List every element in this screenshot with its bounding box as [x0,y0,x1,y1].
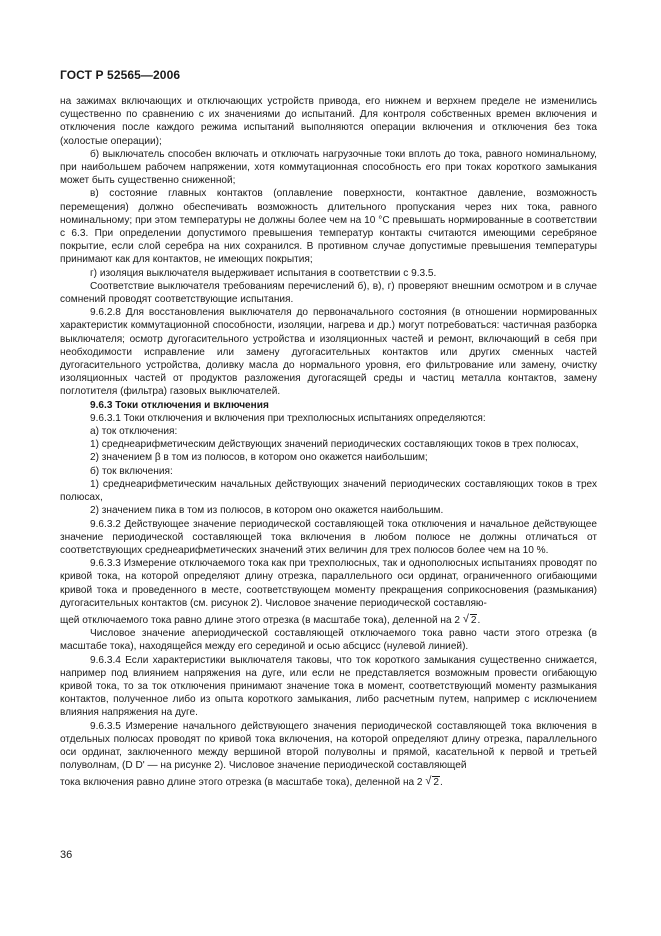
document-body [60,95,597,790]
paragraph: 1) среднеарифметическим действующих значений периодических составляющих токов в трех полюсах, [90,439,579,451]
paragraph-with-formula: тока включения равно длине этого отрезка (в масштабе тока), деленной на 2 √ 2. [60,775,443,789]
sqrt-radicand: 2 [433,777,439,789]
document-header: ГОСТ Р 52565—2006 [60,68,181,82]
paragraph: 9.6.3.3 Измерение отключаемого тока как при трехполюсных, так и однополюсных испытаниях проводят по кривой тока, на которой определяют длину отрезка, параллельного оси ординат, ограниченного огибающими кривой тока и проведенного в месте, соответствующем моменту прекращения соприкосновения (размыкания) дугогасительных контактов (см. рисунок 2). Числовое значение периодической составляю- [60,558,597,609]
sqrt-formula [463,614,478,627]
paragraph-text: щей отключаемого тока равно длине этого отрезка (в масштабе тока), деленной на 2 [60,614,461,626]
section-heading: 9.6.3 Токи отключения и включения [90,399,269,411]
sqrt-sign: √ [425,775,432,788]
paragraph: 9.6.3.5 Измерение начального действующего значения периодической составляющей тока включения в отдельных полюсах проводят по кривой тока включения, на которой определяют длину отрезка, параллельного оси ординат, заключенного между вершиной второй полуволны и прямой, касательной к первой и третьей полуволнам, (D D' — на рисунке 2). Числовое значение периодической составляющей [60,720,597,772]
sqrt-sign: √ [462,612,469,625]
paragraph: б) выключатель способен включать и отключать нагрузочные токи вплоть до тока, равного номинальному, при наибольшем рабочем напряжении, хотя коммутационная способность его при токах короткого замыкания может быть существенно сниженной; [60,148,597,187]
paragraph: Соответствие выключателя требованиям перечислений б), в), г) проверяют внешним осмотром и в случае сомнений проводят соответствующие испытания. [60,280,597,306]
page-number: 36 [60,849,73,861]
paragraph: г) изоляция выключателя выдерживает испытания в соответствии с 9.3.5. [90,267,437,279]
paragraph: 9.6.3.1 Токи отключения и включения при трехполюсных испытаниях определяются: [90,412,486,424]
paragraph: Числовое значение апериодической составляющей отключаемого тока равно части этого отрезка (в масштабе тока), находящейся между его серединой и осью абсцисс (нулевой линией). [60,628,597,653]
paragraph: в) состояние главных контактов (оплавление поверхности, контактное давление, возможность перемещения) должно обеспечивать возможность длительного пропускания через них тока, равного номинальному; при этом температуры не должны более чем на 10 °С превышать нормированные в соответствии с 6.3. При определении допустимого превышения температур контакты считаются имеющими серебряное покрытие, если слой серебра на них сохранился. В противном случае допустимые превышения температуры принимают как для контактов, не имеющих покрытия; [60,188,597,266]
sqrt-formula [425,776,440,789]
paragraph-text: тока включения равно длине этого отрезка (в масштабе тока), деленной на 2 [60,777,423,789]
sqrt-radicand: 2 [470,614,477,626]
paragraph: на зажимах включающих и отключающих устройств привода, его нижнем и верхнем пределе не изменились существенно по сравнению с их значениями до испытаний. Для контроля собственных времен включения и отключения после каждого режима испытаний выполняются операции включения и отключения без тока (холостые операции); [60,96,597,147]
paragraph: 9.6.3.4 Если характеристики выключателя таковы, что ток короткого замыкания существенно снижается, например под влиянием напряжения на дуге, или если не представляется возможным провести огибающую кривой тока, то за ток отключения принимают значение тока в момент, соответствующий моменту размыкания контактов, полученное либо из опыта короткого замыкания, либо расчетным путем, например с исключением влияния напряжения на дуге. [60,654,597,719]
paragraph: 1) среднеарифметическим начальных действующих значений периодических составляющих токов в трех полюсах, [60,478,597,504]
paragraph: 2) значением β в том из полюсов, в котором оно окажется наибольшим; [90,452,428,464]
paragraph: 9.6.3.2 Действующее значение периодической составляющей тока отключения и начальное действующее значение периодической составляющей тока включения в любом полюсе не должны отличаться от соответствующих среднеарифметических значений этих величин для трех полюсов более чем на 10 %. [60,518,597,556]
paragraph: 2) значением пика в том из полюсов, в котором оно окажется наибольшим. [90,505,444,517]
paragraph: б) ток включения: [90,465,173,477]
paragraph: 9.6.2.8 Для восстановления выключателя до первоначального состояния (в отношении нормированных характеристик коммутационной способности, изоляции, нагрева и др.) могут потребоваться: частичная разборка выключателя; осмотр дугогасительного устройства и изоляционных частей и ремонт, включающий в себя при необходимости исправление или замену дугогасительных контактов или других сменных частей дугогасительного устройства, доливку масла до нормального уровня, его фильтрование или замену, очистку изоляционных частей от продуктов разложения дугогасящей среды и частиц металла контактов, замену поглотителя (фильтра) газовых выключателей. [60,307,597,398]
paragraph: а) ток отключения: [90,426,178,438]
paragraph-with-formula: щей отключаемого тока равно длине этого отрезка (в масштабе тока), деленной на 2 √ 2. [60,612,481,626]
